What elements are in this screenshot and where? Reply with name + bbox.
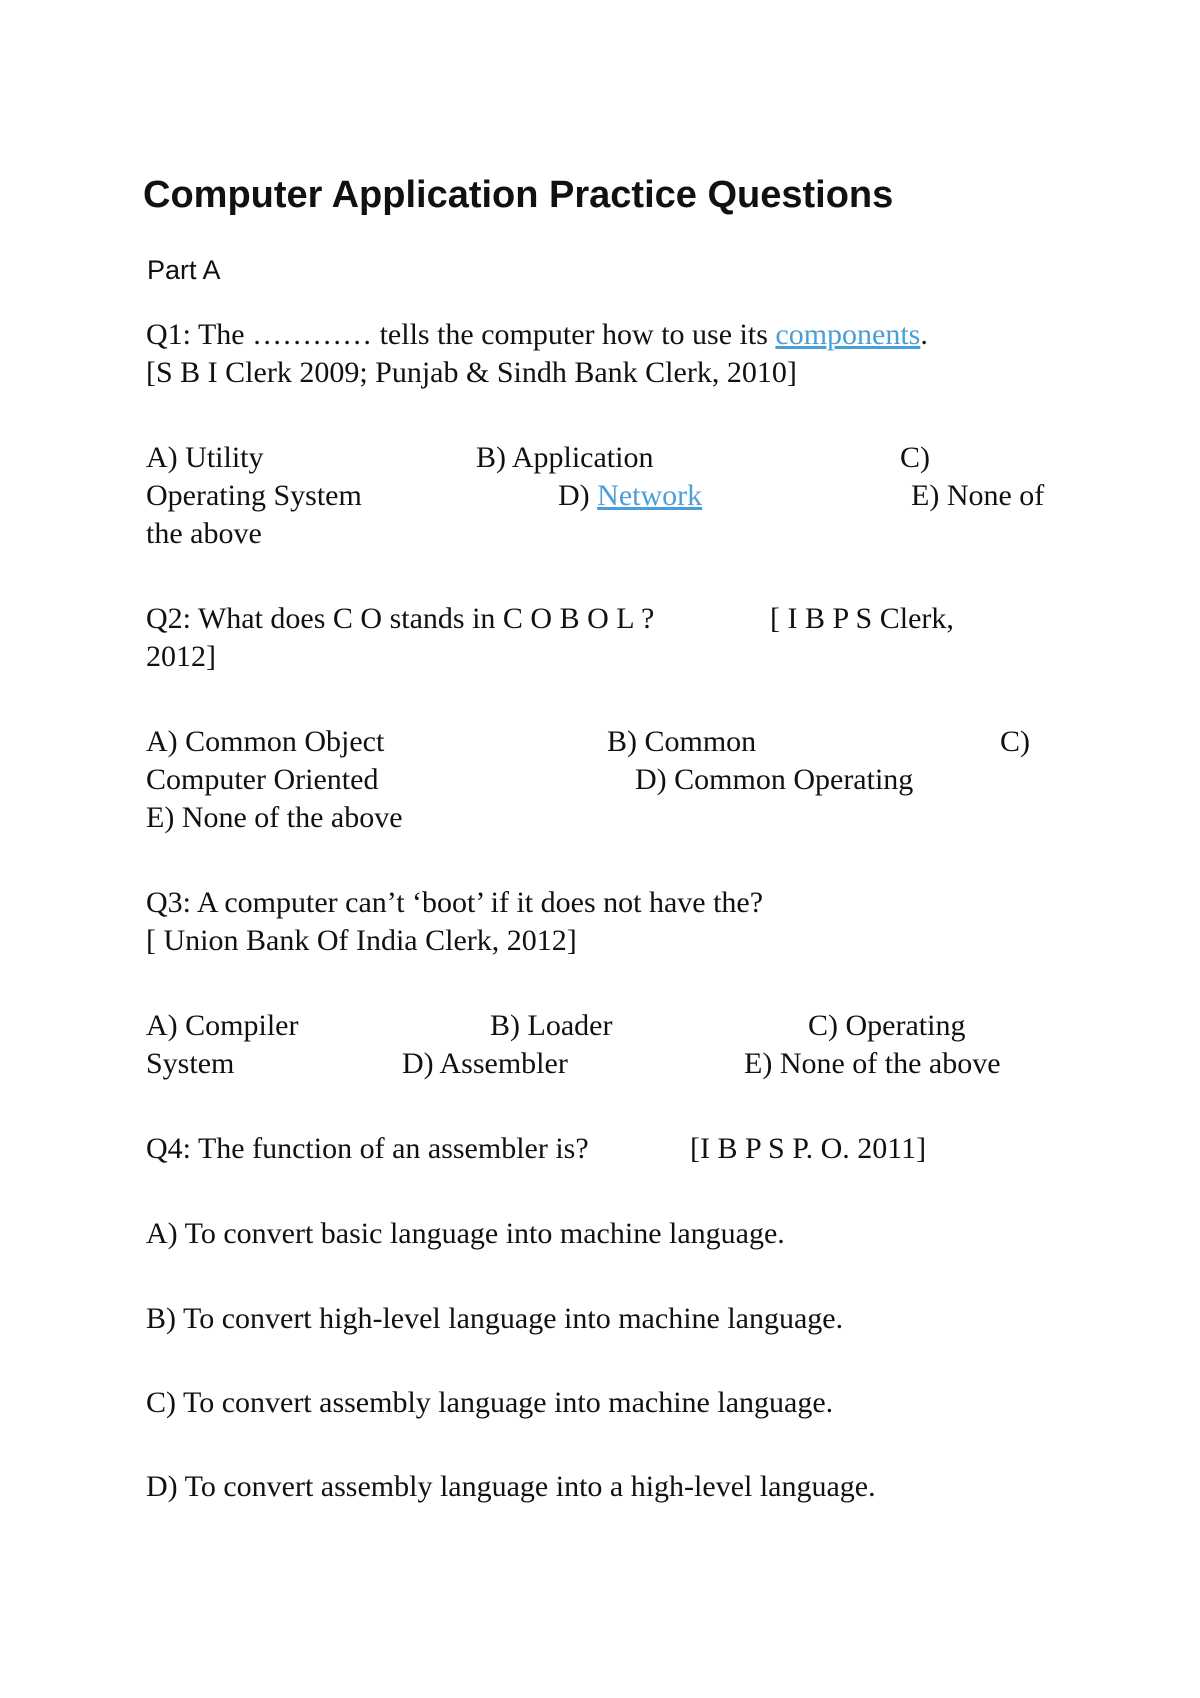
question-2-source: [ I B P S Clerk,	[770, 602, 954, 635]
question-1-text: Q1: The ………… tells the computer how to use its	[146, 318, 776, 351]
network-link[interactable]: Network	[597, 479, 703, 512]
q1-option-a: A) Utility	[146, 441, 264, 474]
q3-option-c-cont: System	[146, 1047, 235, 1080]
question-1-source: [S B I Clerk 2009; Punjab & Sindh Bank Clerk, 2010]	[146, 356, 797, 389]
question-4: Q4: The function of an assembler is?	[146, 1132, 589, 1165]
q3-option-a: A) Compiler	[146, 1009, 299, 1042]
question-1-period: .	[920, 318, 928, 351]
q2-option-c-label: C)	[1000, 725, 1030, 758]
q3-option-e: E) None of the above	[744, 1047, 1001, 1080]
question-2: Q2: What does C O stands in C O B O L ?	[146, 602, 655, 635]
q3-option-b: B) Loader	[490, 1009, 613, 1042]
q1-option-c-text: Operating System	[146, 479, 362, 512]
q2-option-e: E) None of the above	[146, 801, 403, 834]
q1-option-c-label: C)	[900, 441, 930, 474]
q4-option-d: D) To convert assembly language into a high-level language.	[146, 1470, 876, 1503]
q2-option-c-text: Computer Oriented	[146, 763, 379, 796]
q1-option-d-label: D)	[558, 479, 598, 512]
q4-option-b: B) To convert high-level language into machine language.	[146, 1302, 844, 1335]
section-heading: Part A	[147, 255, 221, 285]
page-title: Computer Application Practice Questions	[143, 174, 894, 216]
q3-option-d: D) Assembler	[402, 1047, 568, 1080]
q1-option-d	[558, 477, 702, 515]
question-3-source: [ Union Bank Of India Clerk, 2012]	[146, 924, 577, 957]
q3-option-c: C) Operating	[808, 1009, 966, 1042]
q1-option-e-cont: the above	[146, 517, 262, 550]
question-3: Q3: A computer can’t ‘boot’ if it does not have the?	[146, 886, 764, 919]
q2-option-a: A) Common Object	[146, 725, 385, 758]
q1-option-e: E) None of	[911, 479, 1045, 512]
question-1	[146, 316, 928, 354]
q1-option-b: B) Application	[476, 441, 654, 474]
q2-option-d: D) Common Operating	[635, 763, 914, 796]
question-2-source-cont: 2012]	[146, 640, 216, 673]
q2-option-b: B) Common	[607, 725, 757, 758]
question-4-source: [I B P S P. O. 2011]	[690, 1132, 927, 1165]
q4-option-a: A) To convert basic language into machine language.	[146, 1217, 785, 1250]
q4-option-c: C) To convert assembly language into machine language.	[146, 1386, 834, 1419]
components-link[interactable]: components	[775, 318, 921, 351]
